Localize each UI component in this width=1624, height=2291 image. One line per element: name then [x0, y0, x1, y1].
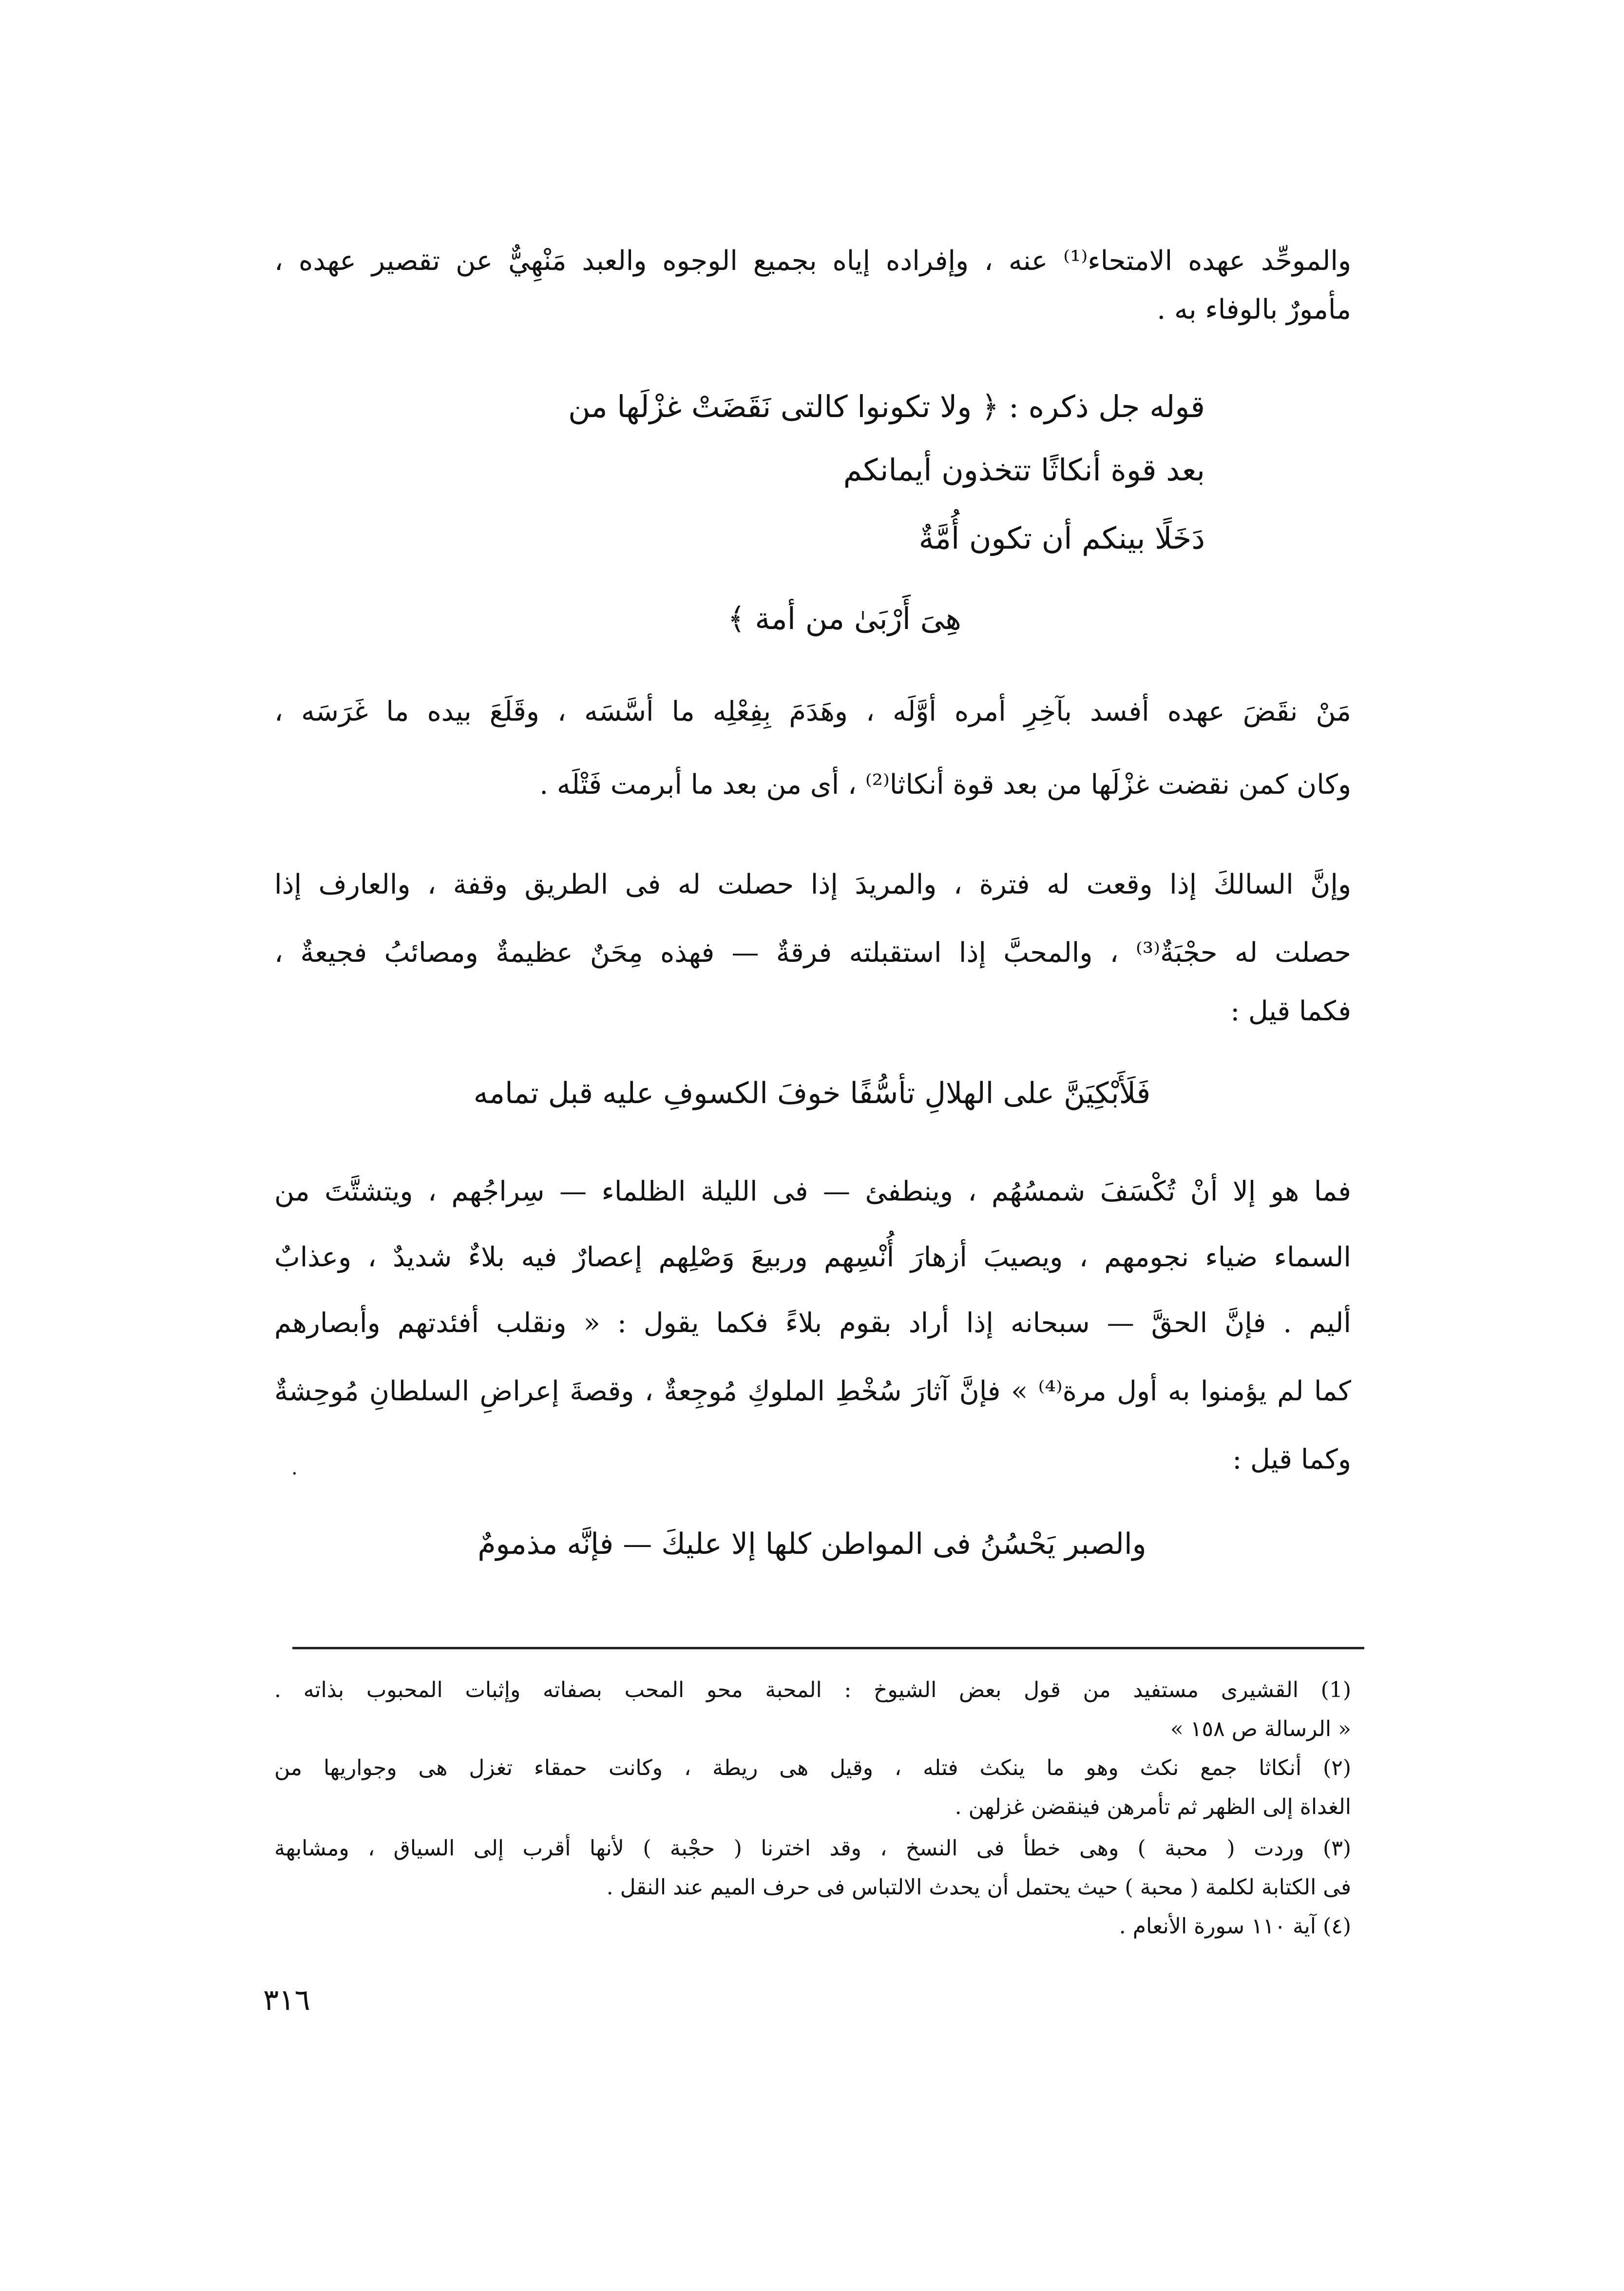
paragraph-1-line-1: والموحِّد عهده الامتحاء⁽¹⁾ عنه ، وإفراده إياه بجميع الوجوه والعبد مَنْهِيٌّ عن تقصير عهده ، — [274, 245, 1351, 277]
paragraph-2-line-1: مَنْ نقَضَ عهده أفسد بآخِرِ أمره أوَّلَه ، وهَدَمَ بِفِعْلِه ما أسَّسَه ، وقَلَعَ بيده ما غَرَسَه ، — [274, 696, 1351, 727]
quote-line-2: بعد قوة أنكاثًا تتخذون أيمانكم — [843, 452, 1205, 488]
paragraph-4-line-4: كما لم يؤمنوا به أول مرة⁽⁴⁾ » فإنَّ آثارَ سُخْطِ الملوكِ مُوجِعةٌ ، وقصةَ إعراضِ السلطانِ مُوحِشةٌ — [274, 1375, 1351, 1407]
footnote-3-line-1: (٣) وردت ( محبة ) وهى خطأ فى النسخ ، وقد اخترنا ( حجْبة ) لأنها أقرب إلى السياق ، ومشابهة — [274, 1836, 1351, 1861]
footnote-4: (٤) آية ١١٠ سورة الأنعام . — [1119, 1914, 1351, 1939]
footnote-1-source: « الرسالة ص ١٥٨ » — [1170, 1717, 1351, 1741]
paragraph-4-line-5: وكما قيل : — [1232, 1444, 1351, 1475]
verse-2: والصبر يَحْسُنُ فى المواطن كلها إلا عليكَ — فإنَّه مذمومٌ — [478, 1527, 1146, 1561]
paragraph-3-line-1: وإنَّ السالكَ إذا وقعت له فترة ، والمريدَ إذا حصلت له فى الطريق وقفة ، والعارف إذا — [274, 869, 1351, 900]
footnote-2-line-2: الغداة إلى الظهر ثم تأمرهن فينقضن غزلهن . — [955, 1795, 1351, 1819]
footnote-separator — [292, 1647, 1364, 1649]
page-number: ٣١٦ — [263, 1983, 310, 2017]
paragraph-3-line-2: حصلت له حجْبَةٌ⁽³⁾ ، والمحبَّ إذا استقبلته فرقةٌ — فهذه مِحَنٌ عظيمةٌ ومصائبُ فجيعةٌ ، — [274, 937, 1351, 969]
paragraph-4-line-3: أليم . فإنَّ الحقَّ — سبحانه إذا أراد بقوم بلاءً فكما يقول : « ونقلب أفئدتهم وأبصارهم — [274, 1307, 1351, 1339]
paragraph-3-line-3: فكما قيل : — [1230, 995, 1351, 1027]
paragraph-1-line-2: مأمورٌ بالوفاء به . — [1157, 294, 1351, 325]
footnote-1: (1) القشيرى مستفيد من قول بعض الشيوخ : المحبة محو المحب بصفاته وإثبات المحبوب بذاته . — [274, 1678, 1351, 1702]
quote-line-3: دَخَلًا بينكم أن تكون أُمَّةٌ — [918, 520, 1205, 556]
paragraph-2-line-2: وكان كمن نقضت غزْلَها من بعد قوة أنكاثا⁽²⁾ ، أى من بعد ما أبرمت فَتْلَه . — [539, 769, 1351, 801]
footnote-3-line-2: فى الكتابة لكلمة ( محبة ) حيث يحتمل أن يحدث الالتباس فى حرف الميم عند النقل . — [606, 1875, 1351, 1900]
footnote-2-line-1: (٢) أنكاثا جمع نكث وهو ما ينكث فتله ، وقيل هى ريطة ، وكانت حمقاء تغزل هى وجواريها من — [274, 1756, 1351, 1780]
scan-speck: · — [291, 1463, 298, 1485]
paragraph-4-line-2: السماء ضياء نجومهم ، ويصيبَ أزهارَ أُنْسِهم وربيعَ وَصْلِهم إعصارٌ فيه بلاءٌ شديدٌ ، وعذابٌ — [274, 1241, 1351, 1273]
quote-line-1: قوله جل ذكره : ﴿ ولا تكونوا كالتى نَقَضَتْ غزْلَها من — [568, 389, 1205, 424]
quote-line-4: هِىَ أَرْبَىٰ من أمة ﴾ — [727, 601, 961, 636]
verse-1: فَلَأَبْكِيَنَّ على الهلالِ تأسُّفًا خوفَ الكسوفِ عليه قبل تمامه — [473, 1076, 1151, 1110]
paragraph-4-line-1: فما هو إلا أنْ تُكْسَفَ شمسُهُم ، وينطفئ — فى الليلة الظلماء — سِراجُهم ، ويتشتَّتَ من — [274, 1176, 1351, 1207]
